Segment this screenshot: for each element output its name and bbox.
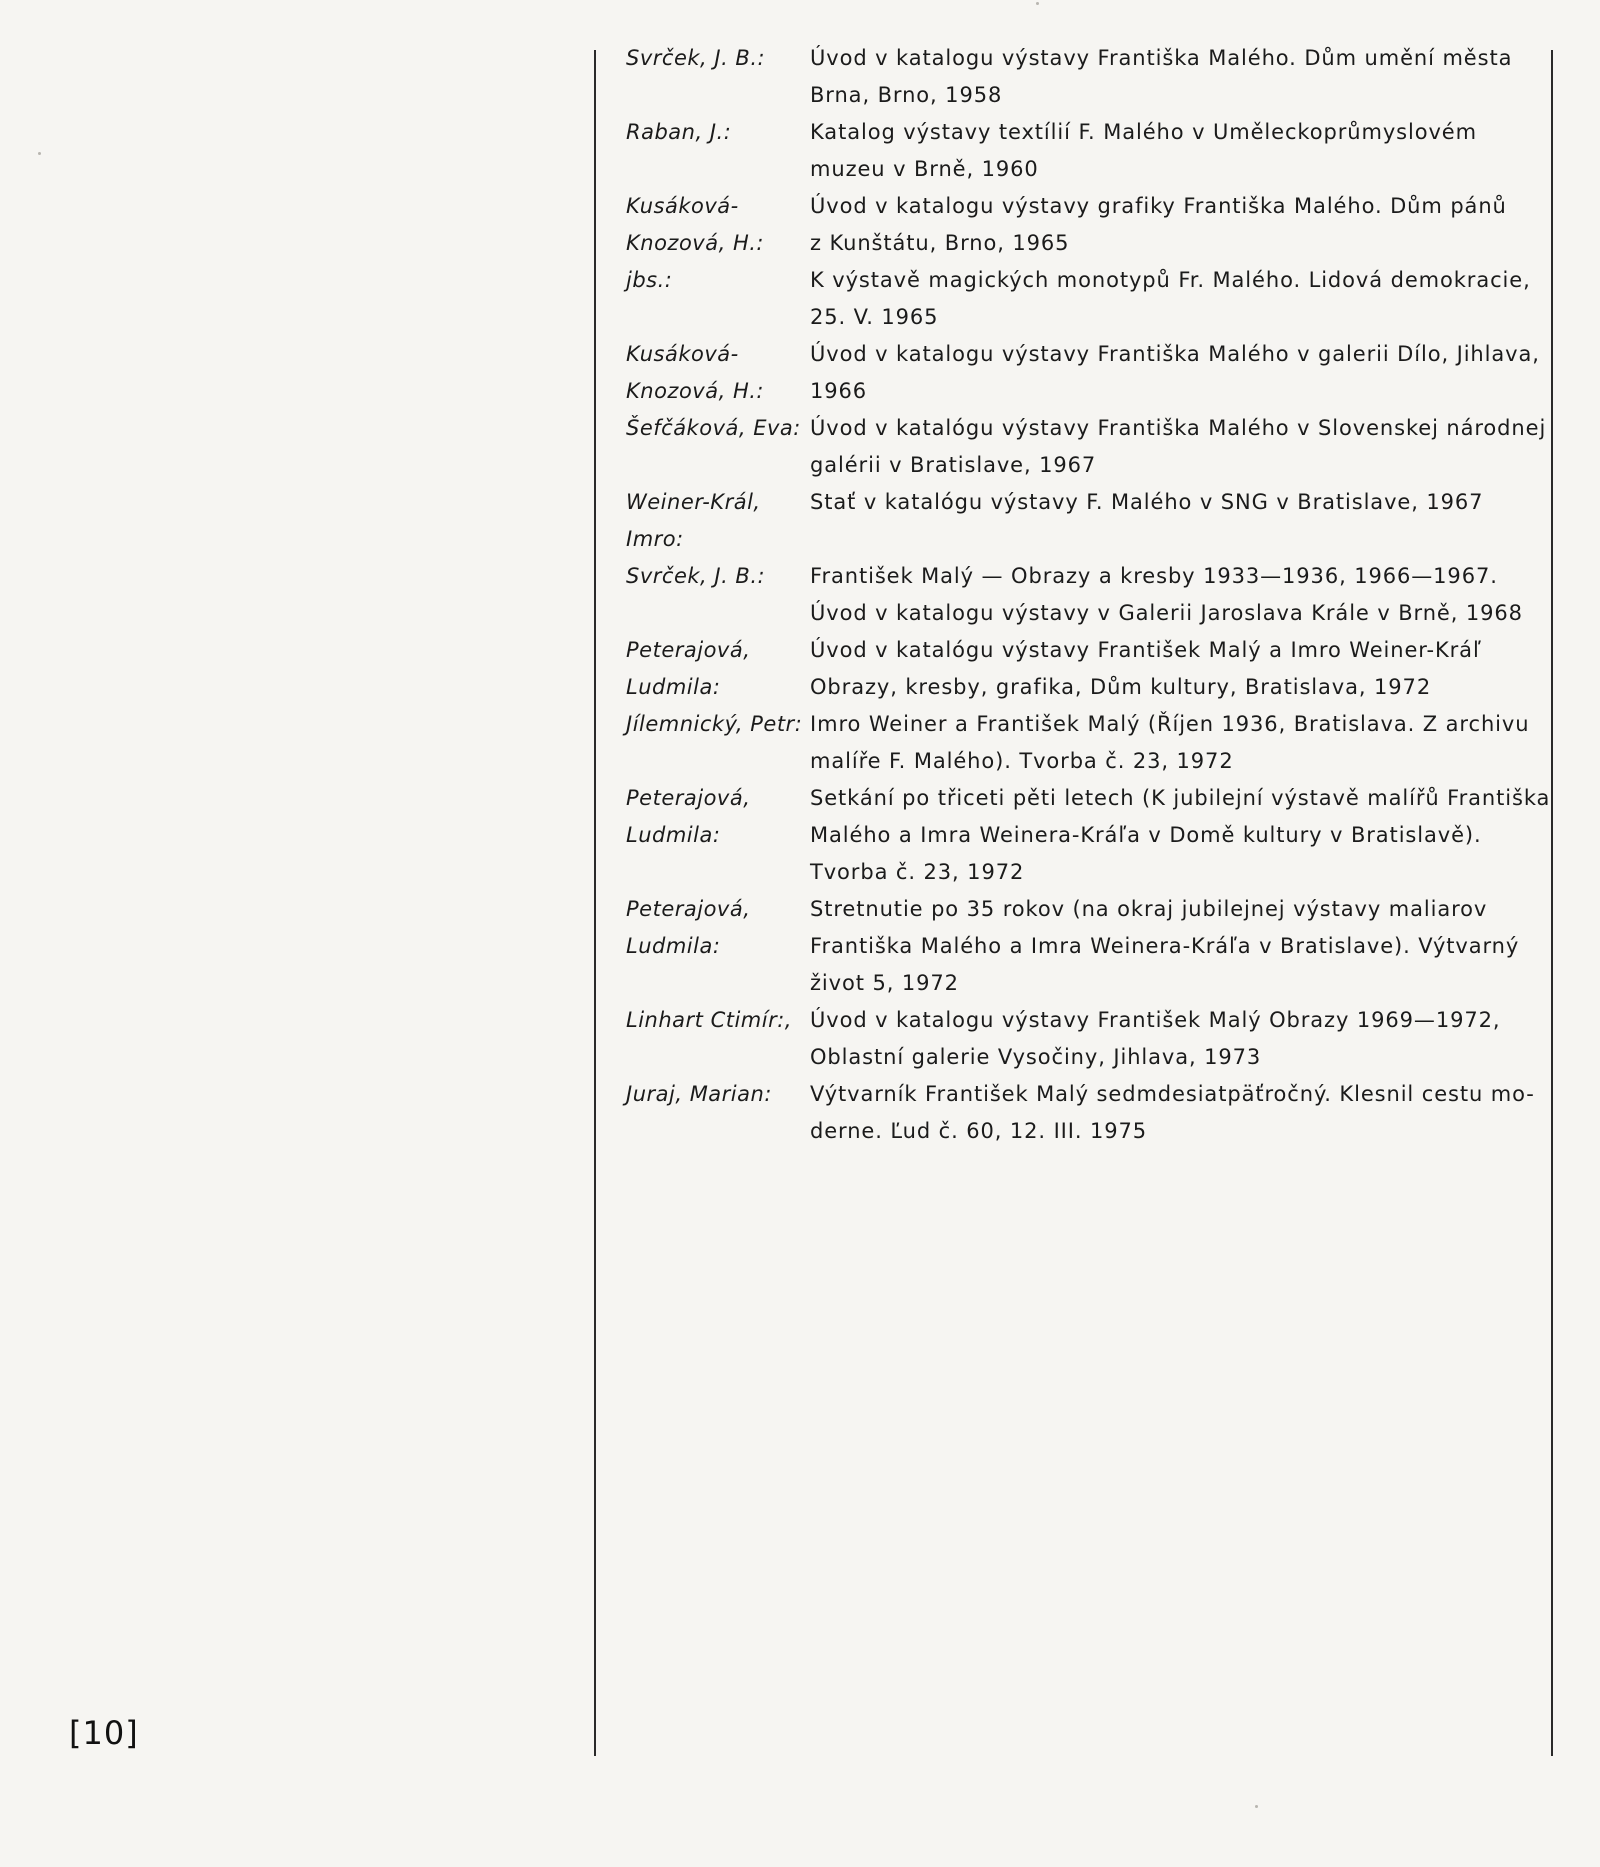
author-line: Weiner-Král, xyxy=(626,490,761,514)
author-line: Svrček, J. B.: xyxy=(626,46,766,70)
entry-author xyxy=(626,1002,810,1076)
author-line: Peterajová, xyxy=(626,638,751,662)
entry-citation xyxy=(810,188,1526,262)
paper-speck xyxy=(1036,2,1039,5)
citation-line: Tvorba č. 23, 1972 xyxy=(810,860,1025,884)
bibliography-entry xyxy=(626,336,1540,410)
entry-author xyxy=(626,114,810,188)
citation-line: Úvod v katalógu výstavy Františka Malého v Slovenskej národnej xyxy=(810,416,1547,440)
bibliography-entry xyxy=(626,558,1526,632)
entry-author xyxy=(626,336,810,410)
entry-citation xyxy=(810,484,1526,558)
bibliography-entry xyxy=(626,188,1526,262)
entry-author xyxy=(626,558,810,632)
entry-author xyxy=(626,484,810,558)
bibliography-entry xyxy=(626,410,1547,484)
citation-line: Úvod v katalógu výstavy František Malý a Imro Weiner-Kráľ xyxy=(810,638,1482,662)
entry-citation xyxy=(810,40,1526,114)
citation-line: muzeu v Brně, 1960 xyxy=(810,157,1039,181)
entry-citation xyxy=(810,780,1550,891)
author-line: Peterajová, xyxy=(626,897,751,921)
citation-line: Výtvarník František Malý sedmdesiatpäťročný. Klesnil cestu mo- xyxy=(810,1082,1535,1106)
citation-line: z Kunštátu, Brno, 1965 xyxy=(810,231,1070,255)
author-line: Knozová, H.: xyxy=(626,379,764,403)
citation-line: Setkání po třiceti pěti letech (K jubilejní výstavě malířů Františka xyxy=(810,786,1551,810)
citation-line: Úvod v katalogu výstavy František Malý Obrazy 1969—1972, xyxy=(810,1008,1501,1032)
entry-citation xyxy=(810,410,1546,484)
entry-citation xyxy=(810,558,1526,632)
citation-line: 1966 xyxy=(810,379,868,403)
author-line: Imro: xyxy=(626,527,684,551)
citation-line: Stať v katalógu výstavy F. Malého v SNG v Bratislave, 1967 xyxy=(810,490,1484,514)
entry-author xyxy=(626,891,810,1002)
right-column-rule xyxy=(1551,50,1553,1756)
citation-line: Katalog výstavy textílií F. Malého v Uměleckoprůmyslovém xyxy=(810,120,1477,144)
entry-citation xyxy=(810,262,1531,336)
citation-line: galérii v Bratislave, 1967 xyxy=(810,453,1097,477)
author-line: Ludmila: xyxy=(626,934,721,958)
entry-citation xyxy=(810,114,1526,188)
entry-author xyxy=(626,262,810,336)
citation-line: malíře F. Malého). Tvorba č. 23, 1972 xyxy=(810,749,1234,773)
author-line: Jílemnický, Petr: xyxy=(626,712,803,736)
entry-author xyxy=(626,1076,810,1150)
entry-author xyxy=(626,780,810,891)
left-column-rule xyxy=(594,50,596,1756)
author-line: jbs.: xyxy=(626,268,673,292)
bibliography-entry xyxy=(626,706,1530,780)
paper-speck xyxy=(1255,1805,1258,1808)
author-line: Kusáková- xyxy=(626,342,739,366)
entry-author xyxy=(626,706,810,780)
citation-line: Oblastní galerie Vysočiny, Jihlava, 1973 xyxy=(810,1045,1262,1069)
entry-citation xyxy=(810,632,1526,706)
citation-line: Obrazy, kresby, grafika, Dům kultury, Bratislava, 1972 xyxy=(810,675,1432,699)
citation-line: derne. Ľud č. 60, 12. III. 1975 xyxy=(810,1119,1148,1143)
citation-line: Úvod v katalogu výstavy Františka Malého v galerii Dílo, Jihlava, xyxy=(810,342,1540,366)
entry-author xyxy=(626,632,810,706)
page-number: [10] xyxy=(69,1714,139,1752)
entry-author xyxy=(626,40,810,114)
author-line: Kusáková- xyxy=(626,194,739,218)
citation-line: Františka Malého a Imra Weinera-Kráľa v Bratislave). Výtvarný xyxy=(810,934,1520,958)
entry-citation xyxy=(810,1002,1526,1076)
citation-line: Brna, Brno, 1958 xyxy=(810,83,1003,107)
entry-author xyxy=(626,188,810,262)
bibliography-entry xyxy=(626,262,1531,336)
bibliography-entry xyxy=(626,40,1526,114)
author-line: Juraj, Marian: xyxy=(626,1082,772,1106)
author-line: Peterajová, xyxy=(626,786,751,810)
citation-line: Imro Weiner a František Malý (Říjen 1936, Bratislava. Z archivu xyxy=(810,712,1530,736)
bibliography-entry xyxy=(626,632,1526,706)
author-line: Knozová, H.: xyxy=(626,231,764,255)
author-line: Svrček, J. B.: xyxy=(626,564,766,588)
citation-line: Úvod v katalogu výstavy grafiky Františka Malého. Dům pánů xyxy=(810,194,1507,218)
entry-author xyxy=(626,410,810,484)
citation-line: K výstavě magických monotypů Fr. Malého. Lidová demokracie, xyxy=(810,268,1531,292)
bibliography-entry xyxy=(626,484,1526,558)
bibliography-list xyxy=(626,40,1551,1150)
entry-citation xyxy=(810,336,1540,410)
citation-line: Stretnutie po 35 rokov (na okraj jubilejnej výstavy maliarov xyxy=(810,897,1488,921)
author-line: Šefčáková, Eva: xyxy=(626,416,801,440)
bibliography-entry xyxy=(626,891,1526,1002)
bibliography-entry xyxy=(626,1002,1526,1076)
entry-citation xyxy=(810,1076,1535,1150)
entry-citation xyxy=(810,891,1526,1002)
author-line: Ludmila: xyxy=(626,675,721,699)
citation-line: 25. V. 1965 xyxy=(810,305,939,329)
citation-line: život 5, 1972 xyxy=(810,971,959,995)
entry-citation xyxy=(810,706,1529,780)
paper-speck xyxy=(38,152,41,155)
citation-line: František Malý — Obrazy a kresby 1933—1936, 1966—1967. xyxy=(810,564,1498,588)
bibliography-entry xyxy=(626,114,1526,188)
citation-line: Úvod v katalogu výstavy v Galerii Jaroslava Krále v Brně, 1968 xyxy=(810,601,1523,625)
author-line: Raban, J.: xyxy=(626,120,732,144)
author-line: Linhart Ctimír:, xyxy=(626,1008,792,1032)
bibliography-entry xyxy=(626,1076,1535,1150)
bibliography-entry xyxy=(626,780,1551,891)
citation-line: Úvod v katalogu výstavy Františka Malého. Dům umění města xyxy=(810,46,1513,70)
citation-line: Malého a Imra Weinera-Kráľa v Domě kultury v Bratislavě). xyxy=(810,823,1482,847)
author-line: Ludmila: xyxy=(626,823,721,847)
